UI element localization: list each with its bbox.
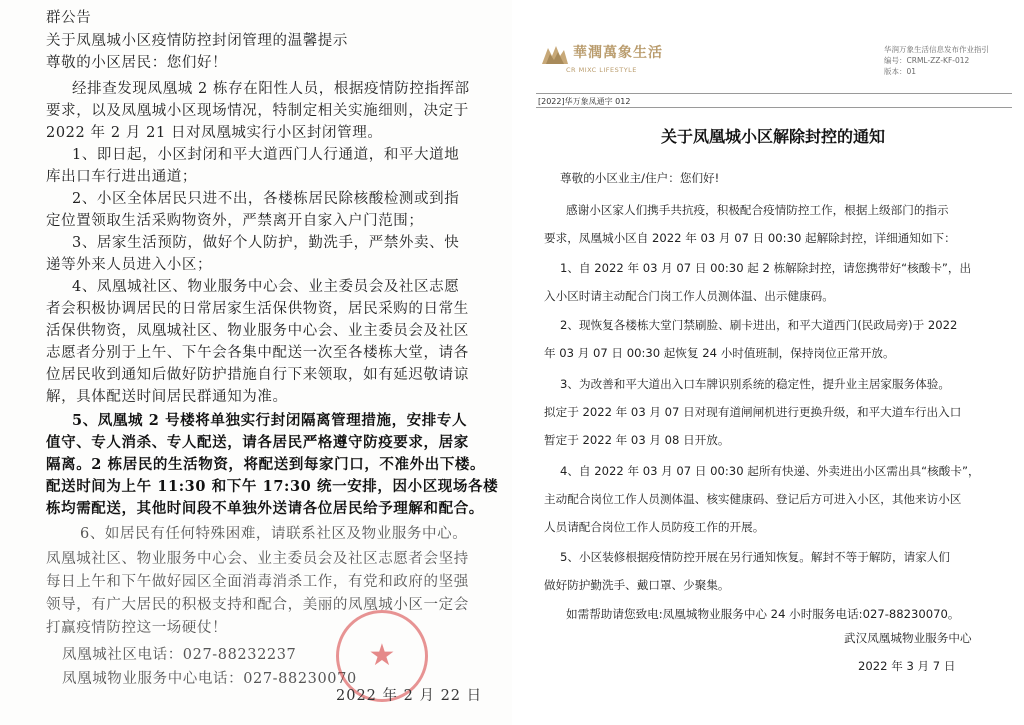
right-notice-title: 关于凤凰城小区解除封控的通知 (660, 127, 885, 146)
left-line: 志愿者分别于上午、下午会各集中配送一次至各楼栋大堂，请各 (46, 345, 469, 361)
left-line: 栋均需配送，其他时间段不单独外送请各位居民给予理解和配合。 (46, 500, 484, 517)
divider (536, 93, 1012, 94)
right-line: 年 03 月 07 日 00:30 起恢复 24 小时值班制，保持岗位正常开放。 (544, 346, 895, 360)
meta-line: 版本：01 (884, 67, 917, 76)
right-line: 入小区时请主动配合门岗工作人员测体温、出示健康码。 (544, 289, 834, 303)
left-line: 每日上午和下午做好园区全面消毒消杀工作，有党和政府的坚强 (46, 574, 469, 590)
left-line: 6、如居民有任何特殊困难，请联系社区及物业服务中心。 (80, 526, 468, 542)
right-line: 主动配合岗位工作人员测体温、核实健康码、登记后方可进入小区，其他来访小区 (544, 492, 962, 506)
left-line: 5、凤凰城 2 号楼将单独实行封闭隔离管理措施，安排专人 (72, 412, 468, 429)
left-line: 递等外来人员进入小区； (46, 257, 213, 273)
left-line: 活保供物资，凤凰城社区、物业服务中心会、业主委员会及社区 (46, 323, 469, 339)
meta-line: 编号：CRML-ZZ-KF-012 (884, 56, 970, 65)
document-meta (884, 44, 989, 77)
left-line: 者会积极协调居民的日常居家生活保供物资，居民采购的日常生 (46, 301, 469, 317)
meta-line: 华润万象生活信息发布作业指引 (884, 45, 989, 54)
right-line: 要求，凤凰城小区自 2022 年 03 月 07 日 00:30 起解除封控，详细通知如下： (544, 231, 956, 245)
left-line: 2022 年 2 月 21 日对凤凰城实行小区封闭管理。 (46, 125, 383, 141)
left-line: 解，具体配送时间居民群通知为准。 (46, 389, 288, 405)
right-line: 1、自 2022 年 03 月 07 日 00:30 起 2 栋解除封控，请您携带好“核酸卡”，出 (560, 261, 972, 275)
brand-name-en: CR MIXC LIFESTYLE (566, 66, 637, 74)
right-notice-date: 2022 年 3 月 7 日 (858, 659, 956, 673)
brand-name: 華潤萬象生活 (573, 45, 663, 61)
left-notice-title: 关于凤凰城小区疫情防控封闭管理的温馨提示 (46, 33, 348, 49)
left-line: 3、居家生活预防，做好个人防护，勤洗手，严禁外卖、快 (72, 235, 460, 251)
left-line: 要求，以及凤凰城小区现场情况，特制定相关实施细则，决定于 (46, 103, 469, 119)
mixc-logo-icon (540, 42, 570, 66)
left-line: 领导，有广大居民的积极支持和配合，美丽的凤凰城小区一定会 (46, 597, 469, 613)
left-line: 值守、专人消杀、专人配送，请各居民严格遵守防疫要求，居家 (46, 434, 469, 451)
left-line: 配送时间为上午 11:30 和下午 17:30 统一安排，因小区现场各楼 (46, 478, 499, 495)
left-line: 位居民收到通知后做好防护措施自行下来领取，如有延迟敬请谅 (46, 367, 469, 383)
left-line: 1、即日起，小区封闭和平大道西门人行通道，和平大道地 (72, 147, 460, 163)
left-line: 隔离。2 栋居民的生活物资，将配送到每家门口，不准外出下楼。 (46, 456, 486, 473)
right-line: 5、小区装修根据疫情防控开展在另行通知恢复。解封不等于解防，请家人们 (560, 550, 950, 564)
group-label: 群公告 (46, 10, 92, 26)
official-seal-icon: ★ (336, 610, 428, 702)
right-line: 感谢小区家人们携手共抗疫，积极配合疫情防控工作，根据上级部门的指示 (566, 203, 949, 217)
left-line: 经排查发现凤凰城 2 栋存在阳性人员，根据疫情防控指挥部 (72, 81, 470, 97)
community-phone: 凤凰城社区电话：027-88232237 (62, 647, 297, 663)
issuer-name: 武汉凤凰城物业服务中心 (844, 631, 972, 645)
right-line: 做好防护勤洗手、戴口罩、少聚集。 (544, 578, 730, 592)
right-line: 暂定于 2022 年 03 月 08 日开放。 (544, 433, 730, 447)
left-line: 2、小区全体居民只进不出，各楼栋居民除核酸检测或到指 (72, 191, 460, 207)
right-line: 拟定于 2022 年 03 月 07 日对现有道闸闸机进行更换升级，和平大道车行出入口 (544, 405, 962, 419)
right-line: 人员请配合岗位工作人员防疫工作的开展。 (544, 520, 765, 534)
left-line: 打赢疫情防控这一场硬仗！ (46, 620, 228, 636)
right-line: 3、为改善和平大道出入口车牌识别系统的稳定性，提升业主居家服务体验。 (560, 377, 950, 391)
left-line: 4、凤凰城社区、物业服务中心会、业主委员会及社区志愿 (72, 279, 460, 295)
left-notice-salutation: 尊敬的小区居民：您们好！ (46, 55, 228, 71)
right-line: 4、自 2022 年 03 月 07 日 00:30 起所有快递、外卖进出小区需出具“核酸卡”， (560, 464, 980, 478)
left-line: 定位置领取生活采购物资外，严禁离开自家入户门范围； (46, 213, 424, 229)
left-line: 库出口车行进出通道； (46, 169, 197, 185)
right-line: 2、现恢复各楼栋大堂门禁刷脸、刷卡进出，和平大道西门(民政局旁)于 2022 (560, 318, 958, 332)
divider (536, 107, 1012, 108)
right-notice-salutation: 尊敬的小区业主/住户：您们好! (560, 171, 720, 185)
left-line: 凤凰城社区、物业服务中心会、业主委员会及社区志愿者会坚持 (46, 551, 469, 567)
document-code: [2022]华万象凤通字 012 (538, 97, 631, 106)
help-contact: 如需帮助请您致电:凤凰城物业服务中心 24 小时服务电话:027-88230070。 (566, 607, 960, 621)
property-phone: 凤凰城物业服务中心电话：027-88230070 (62, 671, 357, 687)
left-notice-date: 2022 年 2 月 22 日 (336, 688, 483, 704)
right-notice-panel (522, 0, 1024, 725)
